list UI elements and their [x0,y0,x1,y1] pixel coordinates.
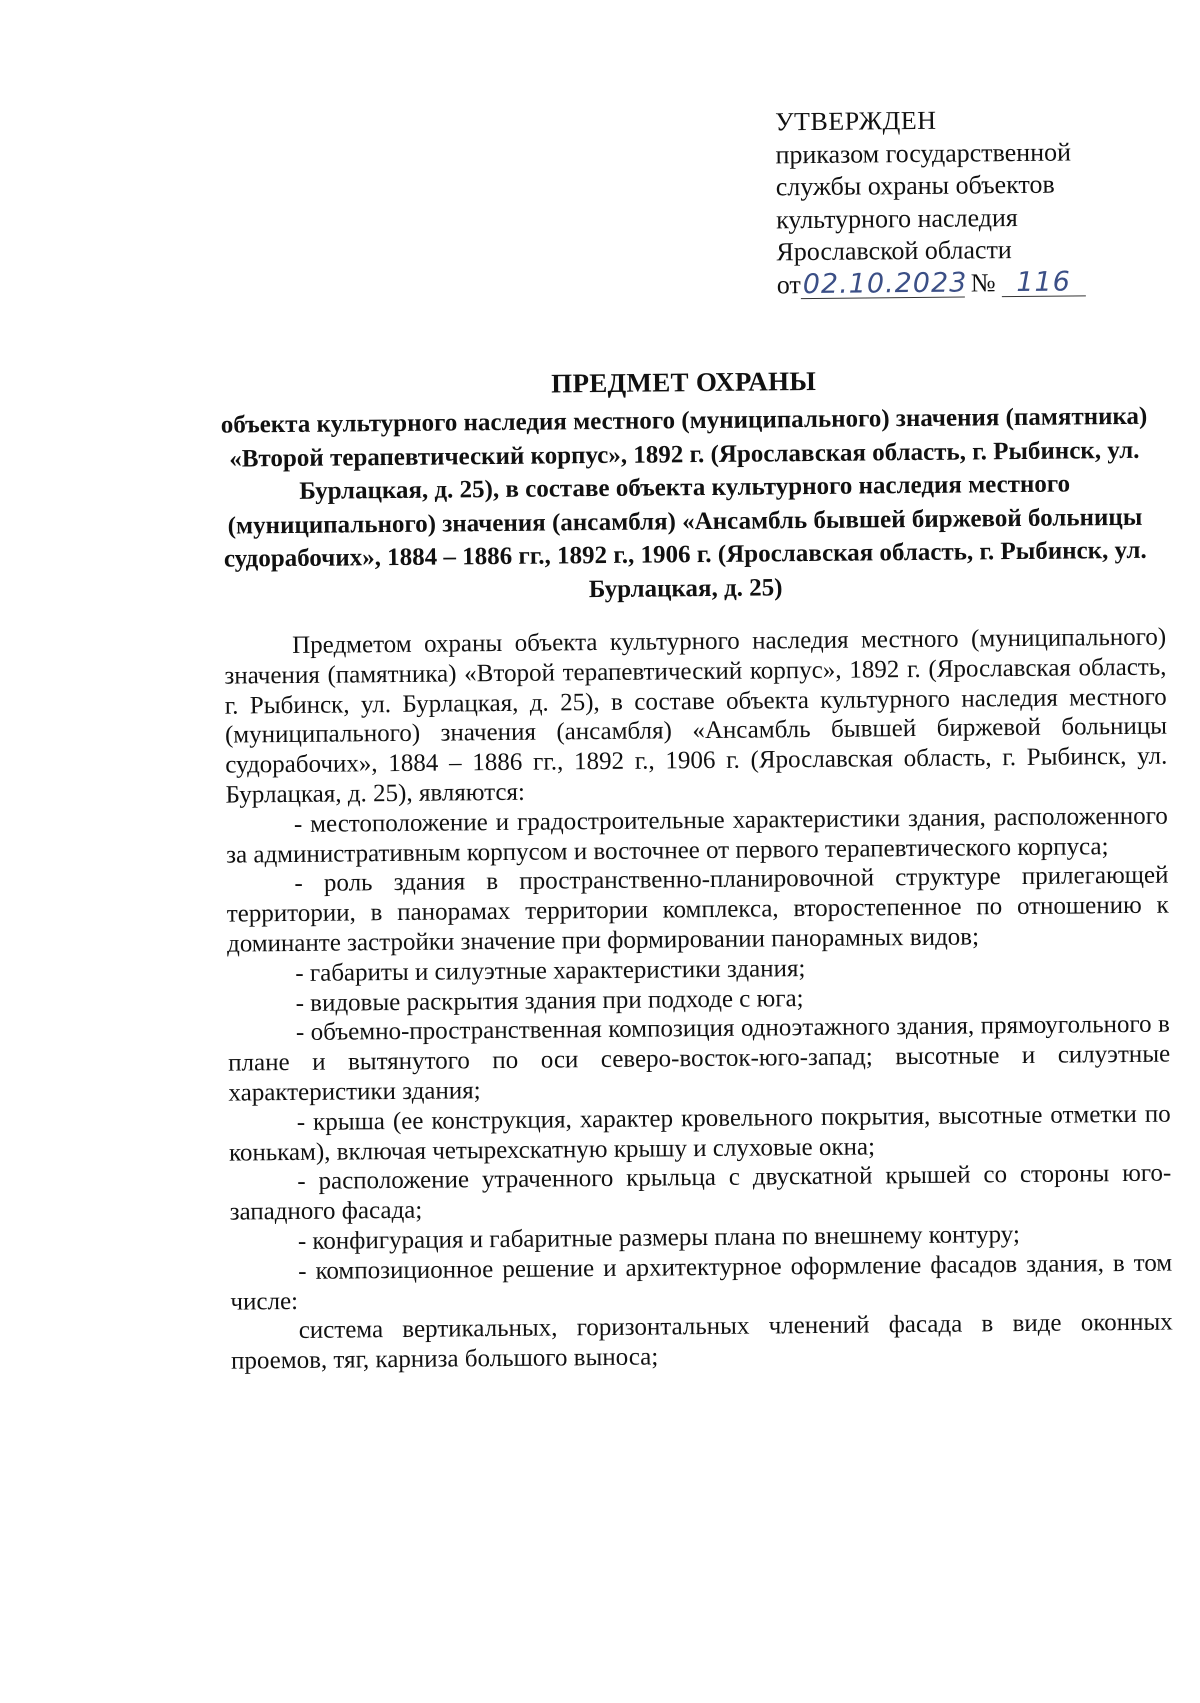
title-block [204,363,1166,610]
list-item: - габариты и силуэтные характеристики здания; [295,954,806,987]
approval-line: службы охраны объектов [775,169,1055,202]
intro-paragraph: Предметом охраны объекта культурного наследия местного (муниципального) значения (памятника) «Второй терапевтический корпус», 1892 г. (Ярославская область, г. Рыбинск, ул. Бурлацкая, д. 25), в составе объекта культурного наследия местного (муниципального) значения (ансамбля) «Ансамбль бывшей биржевой больницы судорабочих», 1884 – 1886 гг., 1892 г., 1906 г. (Ярославская область, г. Рыбинск, ул. Бурлацкая, д. 25), являются: [224,623,1168,809]
approval-heading: УТВЕРЖДЕН [775,105,937,137]
approval-line: культурного наследия [775,202,1018,234]
document-title: ПРЕДМЕТ ОХРАНЫ [551,365,817,399]
list-item: - роль здания в пространственно-планировочной структуре прилегающей территории, в панорамах территории комплекса, второстепенное по отношению к доминанте застройки значение при формировании панорамных видов; [226,861,1169,958]
list-item: - композиционное решение и архитектурное оформление фасадов здания, в том числе: [230,1249,1173,1316]
handwritten-number: 116 [1001,269,1085,297]
document-subtitle: объекта культурного наследия местного (муниципального) значения (памятника) «Второй терапевтический корпус», 1892 г. (Ярославская область, г. Рыбинск, ул. Бурлацкая, д. 25), в составе объекта культурного наследия местного (муниципального) значения (ансамбля) «Ансамбль бывшей биржевой больницы судорабочих», 1884 – 1886 гг., 1892 г., 1906 г. (Ярославская область, г. Рыбинск, ул. Бурлацкая, д. 25) [220,402,1148,603]
list-item: - конфигурация и габаритные размеры плана по внешнему контуру; [297,1220,1020,1255]
list-item: - местоположение и градостроительные характеристики здания, расположенного за административным корпусом и восточнее от первого терапевтического корпуса; [226,802,1168,869]
number-sign: № [970,267,996,297]
approval-block [775,103,1157,302]
date-prefix: от [776,269,801,299]
approval-line: Ярославской области [776,235,1012,267]
approval-line: приказом государственной [775,136,1072,169]
document-body [224,623,1173,1377]
list-item: - объемно-пространственная композиция одноэтажного здания, прямоугольного в плане и вытянутого по оси северо-восток-юго-запад; высотные и силуэтные характеристики здания; [228,1010,1171,1107]
handwritten-date: 02.10.2023 [802,266,968,300]
list-item: - расположение утраченного крыльца с двускатной крышей со стороны юго-западного фасада; [229,1159,1172,1226]
list-item: - крыша (ее конструкция, характер кровельного покрытия, высотные отметки по конькам), включая четырехскатную крышу и слуховые окна; [228,1100,1171,1167]
approval-date-line [777,265,1157,301]
list-item: - видовые раскрытия здания при подходе с юга; [295,984,804,1017]
list-item: система вертикальных, горизонтальных членений фасада в виде оконных проемов, тяг, карниза большого выноса; [230,1308,1173,1375]
